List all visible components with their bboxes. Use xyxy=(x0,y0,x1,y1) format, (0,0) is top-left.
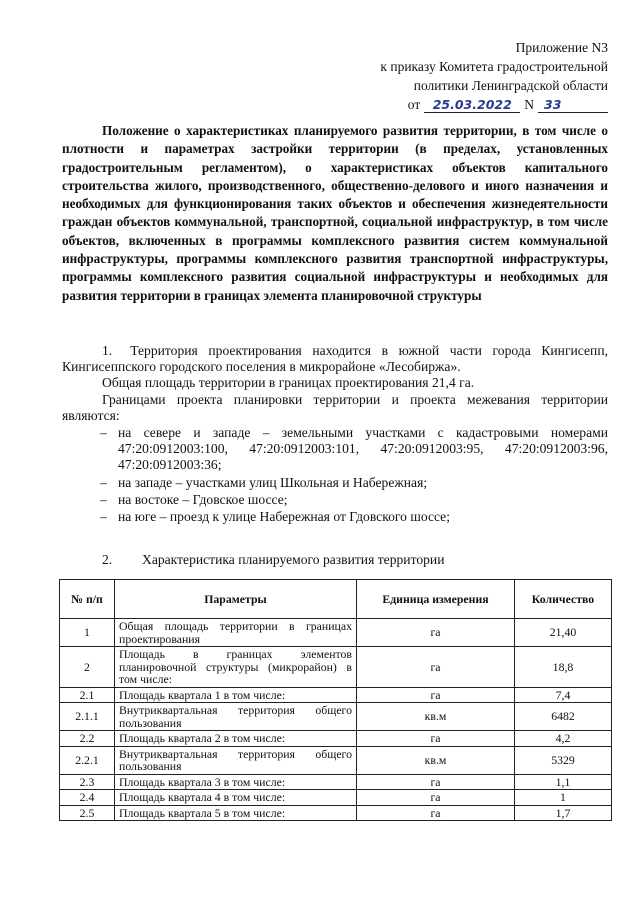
parameters-table xyxy=(59,579,612,821)
annex-title: Приложение N3 xyxy=(515,40,608,55)
section-2-title xyxy=(102,552,444,568)
dash-bullet: – xyxy=(100,509,107,525)
table-header-row xyxy=(60,580,612,619)
header-num: № п/п xyxy=(60,580,115,619)
section-1-number: 1. xyxy=(102,343,113,358)
table-row xyxy=(60,746,612,774)
row-num: 2.1.1 xyxy=(60,703,115,731)
row-num: 2.3 xyxy=(60,774,115,790)
document-heading: Положение о характеристиках планируемого развития территории, в том числе о плотности и параметрах застройки территории (в пределах, установленных градостроительным регламентом), о характеристиках объектов капитального строительства жилого, производственного, общественно-делового и иного назначения и необходимых для функционирования таких объектов и обеспечения жизнедеятельности граждан объектов коммунальной, транспортной, социальной инфраструктур, в том числе объектов, включенных в программы комплексного развития систем коммунальной инфраструктуры, программы комплексного развития транспортной инфраструктуры, программы комплексного развития социальной инфраструктуры и необходимых для развития территории в границах элемента планировочной структуры xyxy=(62,123,608,303)
section-2-number: 2. xyxy=(102,552,113,567)
list-item xyxy=(62,492,608,508)
row-qty: 6482 xyxy=(515,703,612,731)
row-param: Площадь в границах элементов планировочной структуры (микрорайон) в том числе: xyxy=(115,647,357,688)
area-paragraph: Общая площадь территории в границах проектирования 21,4 га. xyxy=(102,375,475,391)
row-unit: га xyxy=(357,805,515,821)
dash-bullet: – xyxy=(100,491,107,507)
row-num: 2.5 xyxy=(60,805,115,821)
row-qty: 1 xyxy=(515,790,612,806)
row-unit: кв.м xyxy=(357,703,515,731)
list-item xyxy=(62,509,608,525)
handwritten-number: 33 xyxy=(538,98,608,113)
row-num: 2.2 xyxy=(60,731,115,747)
annex-header xyxy=(308,38,608,114)
borders-list xyxy=(62,425,608,525)
row-unit: га xyxy=(357,790,515,806)
header-unit: Единица измерения xyxy=(357,580,515,619)
bullet-text: на востоке – Гдовское шоссе; xyxy=(118,491,288,507)
dash-bullet: – xyxy=(100,474,107,490)
table-row xyxy=(60,731,612,747)
section-1 xyxy=(62,343,608,526)
header-qty: Количество xyxy=(515,580,612,619)
handwritten-date: 25.03.2022 xyxy=(424,98,520,113)
row-num: 2.2.1 xyxy=(60,746,115,774)
row-param: Площадь квартала 2 в том числе: xyxy=(115,731,357,747)
row-unit: га xyxy=(357,647,515,688)
table-row xyxy=(60,647,612,688)
annex-committee-line: политики Ленинградской области xyxy=(413,78,608,93)
row-param: Общая площадь территории в границах проектирования xyxy=(115,619,357,647)
row-unit: кв.м xyxy=(357,746,515,774)
row-num: 2.1 xyxy=(60,687,115,703)
location-paragraph xyxy=(62,343,608,375)
number-prefix: N xyxy=(524,97,534,112)
bullet-text: на севере и западе – земельными участками с кадастровыми номерами 47:20:0912003:100, 47:20:0912003:101, 47:20:0912003:95, 47:20:0912003:96, 47:20:0912003:36; xyxy=(118,425,608,473)
table-row xyxy=(60,619,612,647)
row-param: Площадь квартала 1 в том числе: xyxy=(115,687,357,703)
table-row xyxy=(60,790,612,806)
annex-order-line: к приказу Комитета градостроительной xyxy=(380,59,608,74)
row-param: Внутриквартальная территория общего пользования xyxy=(115,703,357,731)
table-row xyxy=(60,703,612,731)
table-row xyxy=(60,805,612,821)
row-qty: 1,7 xyxy=(515,805,612,821)
table-row xyxy=(60,774,612,790)
row-unit: га xyxy=(357,774,515,790)
header-param: Параметры xyxy=(115,580,357,619)
borders-intro: Границами проекта планировки территории и проекта межевания территории являются: xyxy=(62,391,608,423)
row-num: 2 xyxy=(60,647,115,688)
section-2-text: Характеристика планируемого развития территории xyxy=(142,552,445,567)
bullet-text: на юге – проезд к улице Набережная от Гдовского шоссе; xyxy=(118,509,450,525)
row-unit: га xyxy=(357,687,515,703)
row-unit: га xyxy=(357,731,515,747)
annex-date-line xyxy=(308,95,608,114)
row-qty: 7,4 xyxy=(515,687,612,703)
row-param: Площадь квартала 4 в том числе: xyxy=(115,790,357,806)
dash-bullet: – xyxy=(100,425,107,441)
location-text: Территория проектирования находится в южной части города Кингисепп, Кингисеппского городского поселения в микрорайоне «Лесобиржа». xyxy=(62,343,608,375)
row-qty: 1,1 xyxy=(515,774,612,790)
row-num: 2.4 xyxy=(60,790,115,806)
row-qty: 5329 xyxy=(515,746,612,774)
list-item xyxy=(62,475,608,491)
row-qty: 21,40 xyxy=(515,619,612,647)
row-qty: 18,8 xyxy=(515,647,612,688)
list-item xyxy=(62,425,608,474)
row-unit: га xyxy=(357,619,515,647)
date-prefix: от xyxy=(407,97,421,112)
row-param: Внутриквартальная территория общего пользования xyxy=(115,746,357,774)
table-row xyxy=(60,687,612,703)
row-qty: 4,2 xyxy=(515,731,612,747)
row-num: 1 xyxy=(60,619,115,647)
row-param: Площадь квартала 5 в том числе: xyxy=(115,805,357,821)
bullet-text: на западе – участками улиц Школьная и Набережная; xyxy=(118,474,428,490)
row-param: Площадь квартала 3 в том числе: xyxy=(115,774,357,790)
